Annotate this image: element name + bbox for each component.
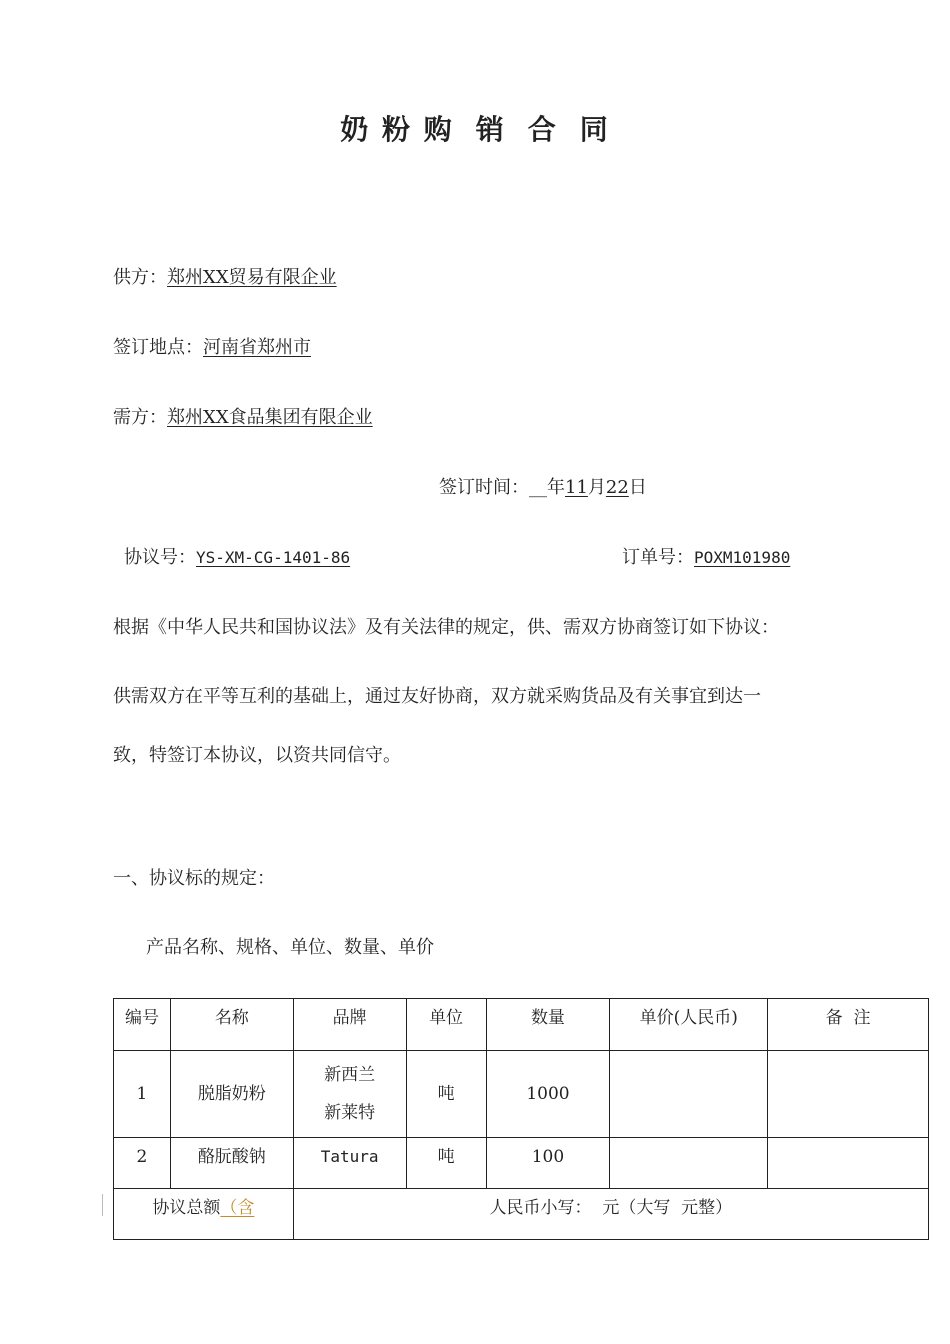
row-number: 2 xyxy=(114,1138,171,1189)
total-label-cell xyxy=(114,1189,294,1240)
row-number: 1 xyxy=(114,1051,171,1138)
date-line xyxy=(439,473,647,499)
order-number-value: POXM101980 xyxy=(694,548,791,567)
row-price xyxy=(610,1051,768,1138)
buyer-line xyxy=(113,403,373,429)
row-brand-line-2: 新莱特 xyxy=(324,1103,376,1123)
row-unit: 吨 xyxy=(406,1051,486,1138)
date-day-unit: 日 xyxy=(628,477,647,498)
date-month-unit: 月 xyxy=(587,477,606,498)
row-remark xyxy=(768,1138,929,1189)
row-quantity: 100 xyxy=(486,1138,610,1189)
total-value-cell: 人民币小写： 元（大写 元整） xyxy=(293,1189,928,1240)
order-number-label: 订单号： xyxy=(622,547,694,568)
header-cell-number: 编号 xyxy=(114,999,171,1051)
agreement-number-line xyxy=(124,543,350,569)
place-line xyxy=(113,333,311,359)
header-cell-name: 名称 xyxy=(170,999,293,1051)
supplier-label: 供方： xyxy=(113,267,167,288)
row-name: 脱脂奶粉 xyxy=(170,1051,293,1138)
order-number-line xyxy=(622,543,790,569)
document-title xyxy=(0,108,950,148)
table-row xyxy=(114,1051,929,1138)
place-label: 签订地点： xyxy=(113,337,203,358)
header-cell-brand: 品牌 xyxy=(293,999,406,1051)
row-price xyxy=(610,1138,768,1189)
header-cell-unit-price: 单价(人民币) xyxy=(610,999,768,1051)
table-header-row xyxy=(114,999,929,1051)
table-row xyxy=(114,1138,929,1189)
total-label-link[interactable]: （含 xyxy=(220,1198,255,1218)
row-quantity: 1000 xyxy=(486,1051,610,1138)
table-total-row xyxy=(114,1189,929,1240)
title-part-3: 合 xyxy=(527,113,558,146)
supplier-line xyxy=(113,263,337,289)
buyer-value: 郑州XX食品集团有限企业 xyxy=(167,407,373,428)
row-name: 酪朊酸钠 xyxy=(170,1138,293,1189)
section-subheading: 产品名称、规格、单位、数量、单价 xyxy=(146,937,434,958)
buyer-label: 需方： xyxy=(113,407,167,428)
agreement-number-value: YS-XM-CG-1401-86 xyxy=(196,548,351,567)
row-unit: 吨 xyxy=(406,1138,486,1189)
agreement-number-label: 协议号： xyxy=(124,547,196,568)
purpose-text-line-1: 供需双方在平等互利的基础上，通过友好协商，双方就采购货品及有关事宜到达一 xyxy=(113,686,761,707)
date-year-blank: __ xyxy=(529,477,547,498)
row-brand xyxy=(293,1051,406,1138)
date-year-unit: 年 xyxy=(547,477,565,498)
row-brand-line-1: 新西兰 xyxy=(324,1065,376,1085)
margin-mark xyxy=(102,1194,103,1216)
header-cell-remark: 备 注 xyxy=(768,999,929,1051)
row-brand: Tatura xyxy=(293,1138,406,1189)
title-part-4: 同 xyxy=(579,113,610,146)
preamble-text: 根据《中华人民共和国协议法》及有关法律的规定，供、需双方协商签订如下协议： xyxy=(113,617,779,638)
supplier-value: 郑州XX贸易有限企业 xyxy=(167,267,337,288)
row-remark xyxy=(768,1051,929,1138)
total-label: 协议总额 xyxy=(152,1198,221,1218)
place-value: 河南省郑州市 xyxy=(203,337,311,358)
product-table xyxy=(113,998,929,1240)
date-day: 22 xyxy=(605,477,629,498)
date-month: 11 xyxy=(565,477,588,498)
title-part-2: 销 xyxy=(475,113,506,146)
section-heading: 一、协议标的规定： xyxy=(113,868,275,889)
date-label: 签订时间： xyxy=(439,477,529,498)
purpose-text-line-2: 致，特签订本协议，以资共同信守。 xyxy=(113,745,401,766)
title-part-1: 奶 粉 购 xyxy=(340,113,454,146)
header-cell-unit: 单位 xyxy=(406,999,486,1051)
header-cell-quantity: 数量 xyxy=(486,999,610,1051)
